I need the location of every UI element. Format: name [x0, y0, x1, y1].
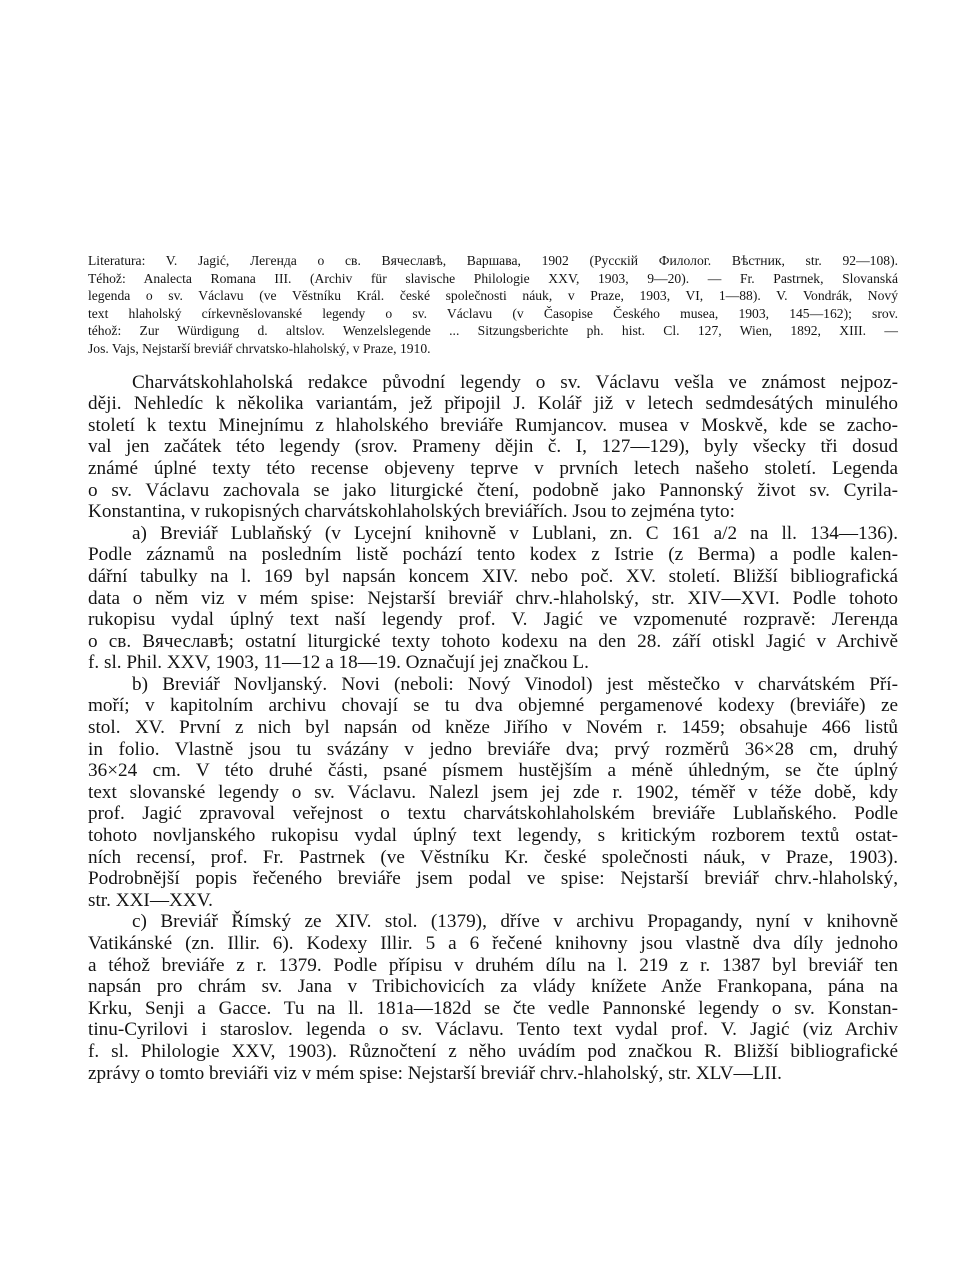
literature-line: téhož: Zur Würdigung d. altslov. Wenzelslegende ... Sitzungsberichte ph. hist. Cl. 127, Wien, 1892, XIII. —	[88, 323, 898, 339]
text-line: str. XXI—XXV.	[88, 889, 213, 911]
text-line: prof. Jagić zpravoval veřejnost o textu charvátskohlaholském breviáře Lublaňského. Podle	[88, 803, 898, 825]
text-line: napsán pro chrám sv. Jana v Tribichovicích za vlády knížete Anže Frankopana, pána na	[88, 976, 898, 998]
literature-block	[88, 252, 898, 358]
text-line: in folio. Vlastně jsou tu svázány v jedno breviáře dva; prvý rozměrů 36×28 cm, druhý	[88, 738, 898, 760]
paragraph-breviary-b	[88, 674, 898, 912]
text-line: data o něm viz v mém spise: Nejstarší breviář chrv.-hlaholský, str. XIV—XVI. Podle tohoto	[88, 587, 898, 609]
text-line: text slovanské legendy o sv. Václavu. Nalezl jsem jej zde r. 1902, téměř v téže době, kdy	[88, 781, 898, 803]
paragraph-breviary-c	[88, 911, 898, 1084]
text-line: о св. Вячеславѣ; ostatní liturgické texty tohoto kodexu na den 28. září otiskl Jagić v Archivě	[88, 630, 898, 652]
literature-line: Literatura: V. Jagić, Легенда о св. Вячеславѣ, Варшава, 1902 (Русскій Филолог. Вѣстник, str. 92—108).	[88, 253, 898, 268]
literature-line: Jos. Vajs, Nejstarší breviář chrvatsko-hlaholský, v Praze, 1910.	[88, 340, 431, 356]
text-line: Konstantina, v rukopisných charvátskohlaholských breviářích. Jsou to zejména tyto:	[88, 501, 735, 523]
text-line: a) Breviář Lublaňský (v Lycejní knihovně v Lublani, zn. C 161 a/2 na ll. 134—136).	[132, 522, 898, 544]
text-line: tinu-Cyrilovi i staroslov. legenda o sv. Václavu. Tento text vydal prof. V. Jagić (viz Archiv	[88, 1019, 898, 1041]
text-line: val jen začátek této legendy (srov. Prameny dějin č. I, 127—129), byly všecky tři dosud	[88, 436, 898, 458]
text-line: Podle záznamů na posledním listě pochází tento kodex z Istrie (z Berma) a podle kalen-	[88, 544, 898, 566]
text-line: dářní tabulky na l. 169 byl napsán koncem XIV. nebo poč. XV. století. Bližší bibliografická	[88, 565, 898, 587]
text-line: a téhož breviáře z r. 1379. Podle přípisu v druhém dílu na l. 219 z r. 1387 byl breviář ten	[88, 954, 898, 976]
paragraph-breviary-a	[88, 523, 898, 674]
text-line: Vatikánské (zn. Illir. 6). Kodexy Illir. 5 a 6 řečené knihovny jsou vlastně dva díly jednoho	[88, 933, 898, 954]
text-line: tohoto novljanského rukopisu vydal úplný text legendy, s kritickým rozborem textů ostat-	[88, 825, 898, 847]
literature-line: legenda o sv. Václavu (ve Věstníku Král. české společnosti náuk, v Praze, 1903, VI, 1—88). V. Vondrák, Nový	[88, 288, 898, 304]
text-line: moří; v kapitolním archivu chovají se tu dva objemné pergamenové kodexy (breviáře) ze	[88, 695, 898, 717]
paragraph-intro	[88, 372, 898, 523]
literature-line: text hlaholský církevněslovanské legendy o sv. Václavu (v Časopise Českého musea, 1903, 145—162); srov.	[88, 305, 898, 321]
text-line: f. sl. Phil. XXV, 1903, 11—12 a 18—19. Označují jej značkou L.	[88, 652, 589, 674]
text-line: f. sl. Philologie XXV, 1903). Různočtení z něho uvádím pod značkou R. Bližší bibliografické	[88, 1040, 898, 1062]
text-line: b) Breviář Novljanský. Novi (neboli: Nový Vinodol) jest městečko v charvátském Pří-	[132, 673, 898, 695]
text-line: ději. Nehledíc k několika variantám, jež připojil J. Kolář již v letech sedmdesátých minulého	[88, 393, 898, 415]
text-line: Krku, Senji a Gacce. Tu na ll. 181a—182d se čte vedle Pannonské legendy o sv. Konstan-	[88, 997, 898, 1019]
text-line: známé úplné texty této recense objeveny teprve v prvních letech našeho století. Legenda	[88, 457, 898, 479]
literature-line: Téhož: Analecta Romana III. (Archiv für slavische Philologie XXV, 1903, 9—20). — Fr. Pastrnek, Slovanská	[88, 270, 898, 286]
text-line: o sv. Václavu zachovala se jako liturgické čtení, podobně jako Pannonský život sv. Cyrila-	[88, 479, 898, 501]
text-line: stol. XV. První z nich byl napsán od kněze Jiřího v Novém r. 1459; obsahuje 466 listů	[88, 717, 898, 739]
text-line: c) Breviář Římský ze XIV. stol. (1379), dříve v archivu Propagandy, nyní v knihovně	[132, 911, 898, 933]
text-line: zprávy o tomto breviáři viz v mém spise: Nejstarší breviář chrv.-hlaholský, str. XLV—LII.	[88, 1062, 782, 1084]
text-line: století k textu Minejnímu z hlaholského breviáře Rumjancov. musea v Moskvě, kde se zacho-	[88, 414, 898, 436]
text-line: Podrobnější popis řečeného breviáře jsem podal ve spise: Nejstarší breviář chrv.-hlaholský,	[88, 868, 898, 890]
text-line: Charvátskohlaholská redakce původní legendy o sv. Václavu vešla ve známost nejpoz-	[132, 371, 898, 393]
text-line: rukopisu vydal úplný text naší legendy prof. V. Jagić ve vzpomenuté rozpravě: Легенда	[88, 609, 898, 631]
page-content	[88, 252, 898, 1084]
text-line: 36×24 cm. V této druhé části, psané písmem hustějším a méně úhledným, se čte úplný	[88, 760, 898, 782]
text-line: ních recensí, prof. Fr. Pastrnek (ve Věstníku Kr. české společnosti náuk, v Praze, 1903).	[88, 846, 898, 868]
